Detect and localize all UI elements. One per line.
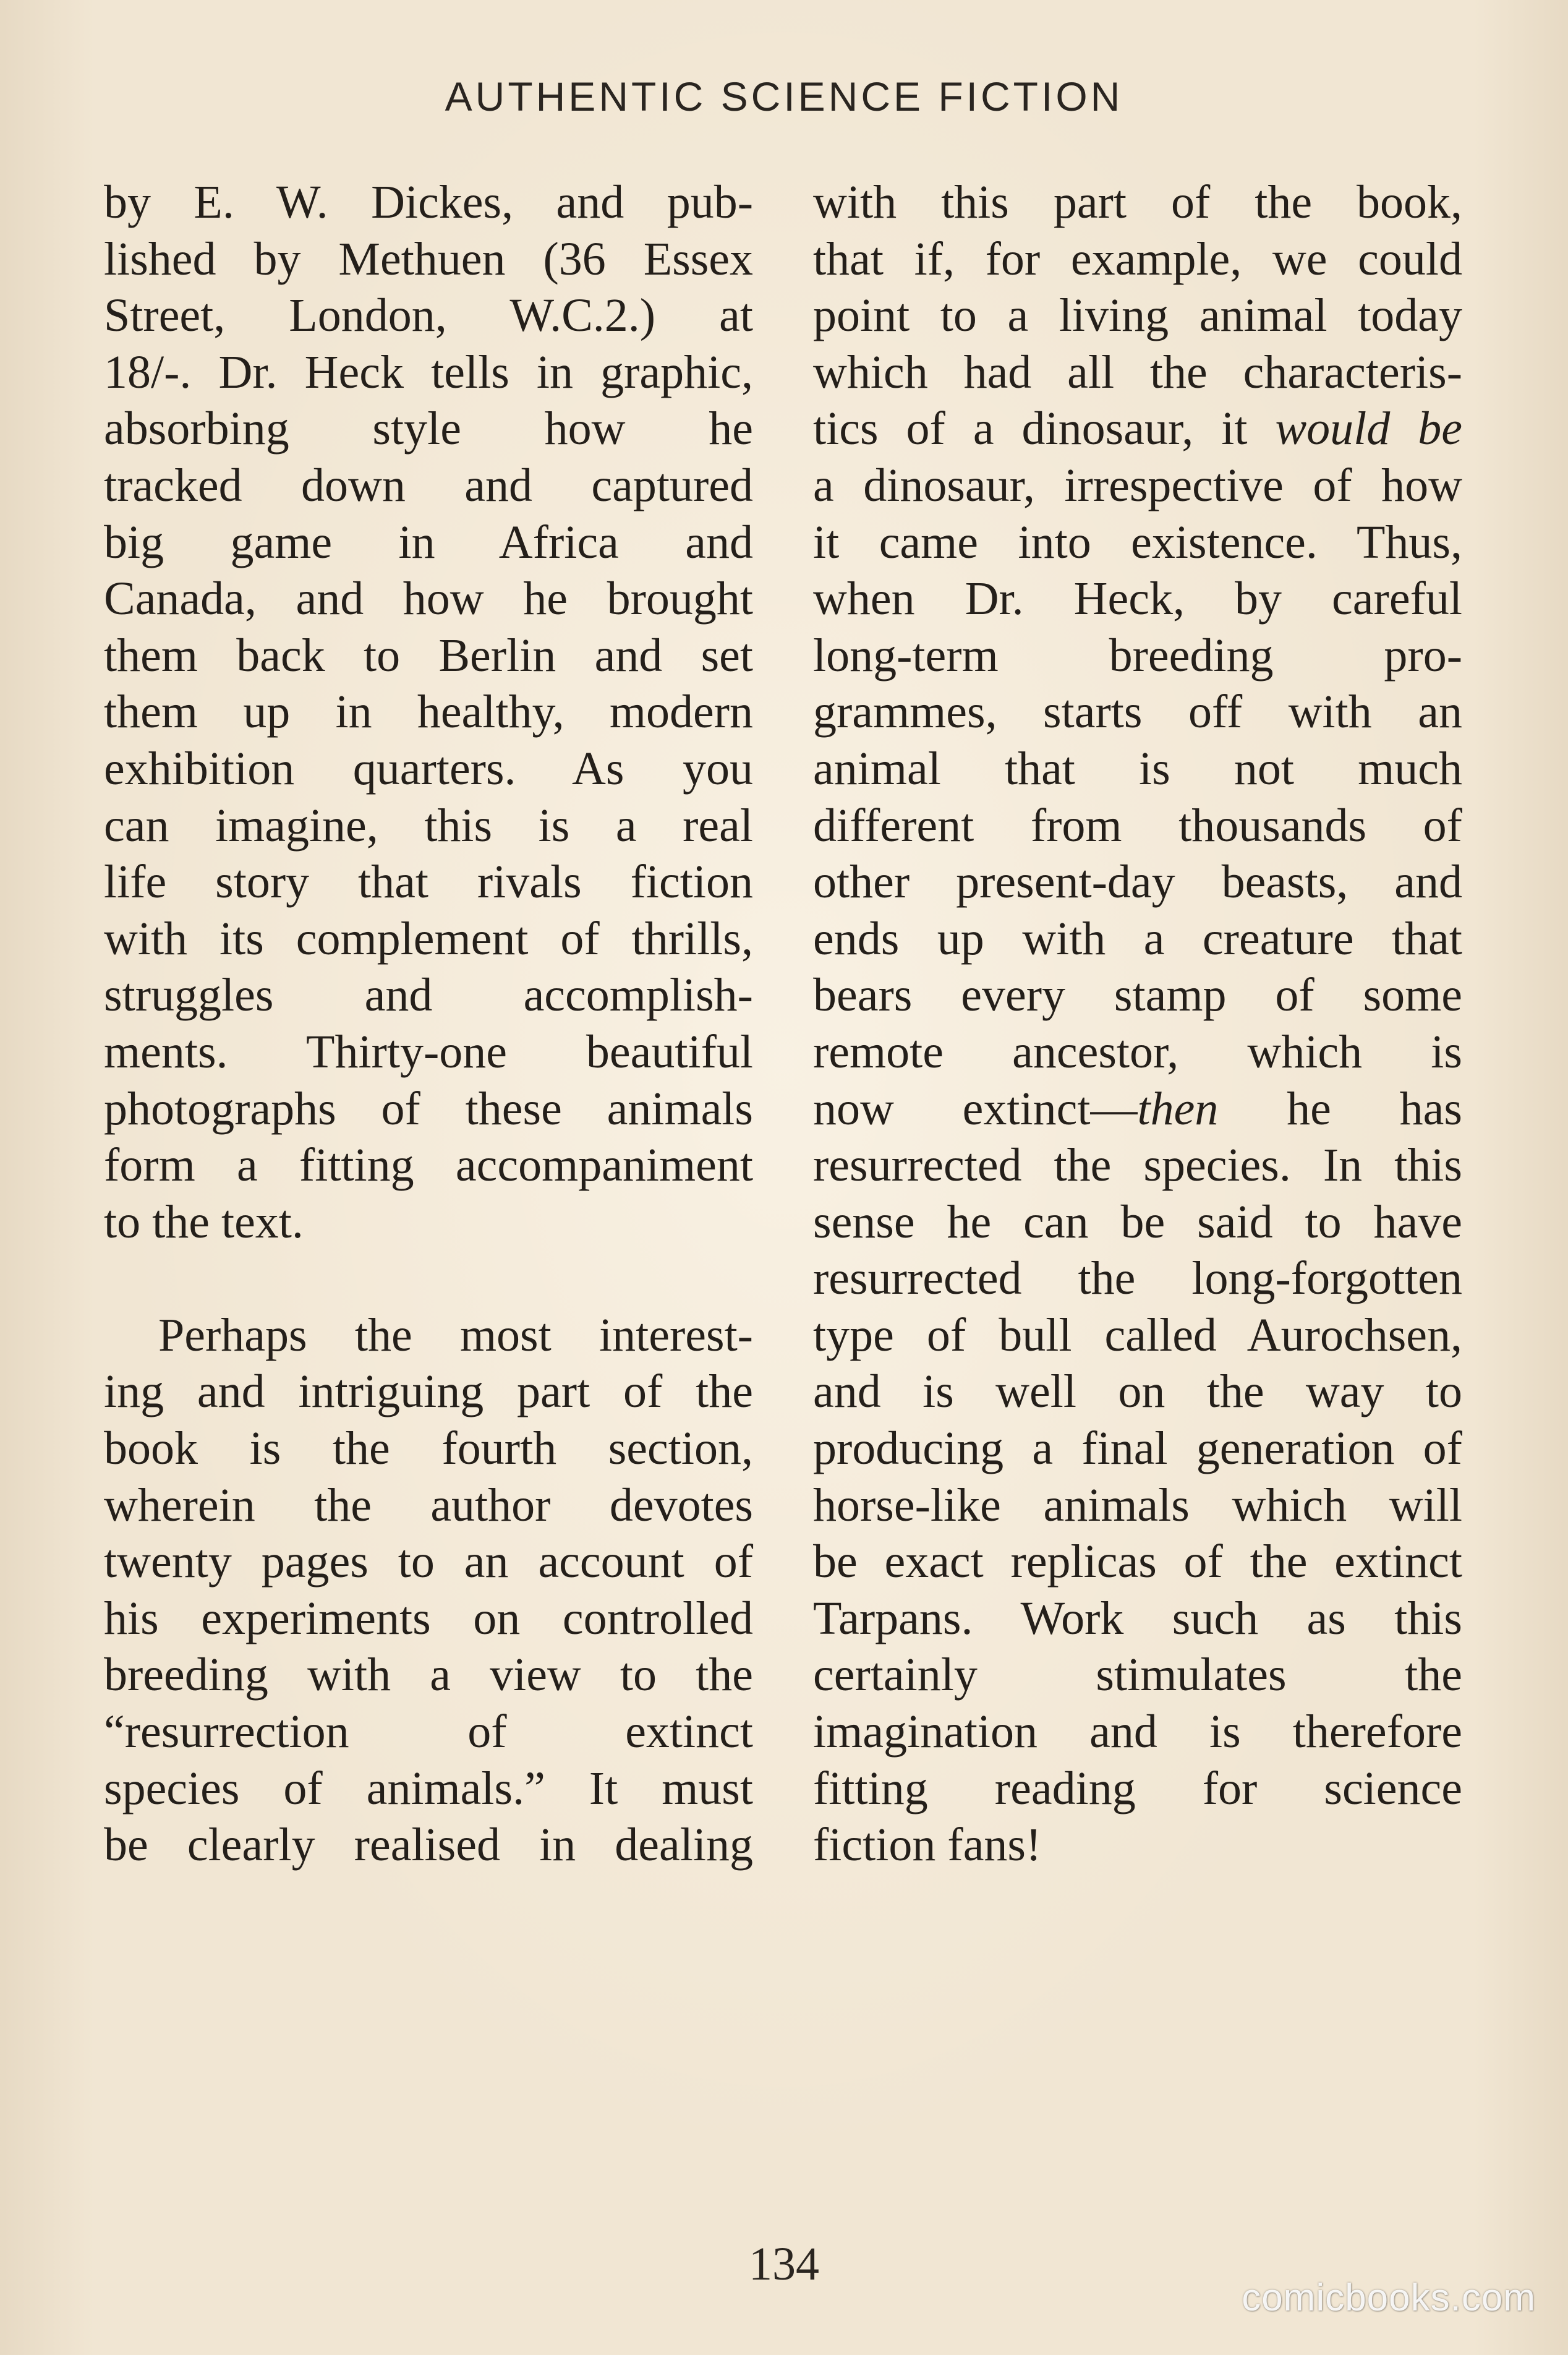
text-line: book is the fourth section, — [104, 1422, 753, 1475]
text-line: absorbing style how he — [104, 403, 753, 455]
paragraph-gap — [104, 1250, 753, 1307]
text-line: fitting reading for science — [813, 1762, 1462, 1814]
text-line: Canada, and how he brought — [104, 573, 753, 625]
text-line: which had all the characteris- — [813, 346, 1462, 398]
text-line: exhibition quarters. As you — [104, 742, 753, 795]
text-line: Street, London, W.C.2.) at — [104, 289, 753, 342]
text-line: bears every stamp of some — [813, 969, 1462, 1022]
text-line: imagination and is therefore — [813, 1706, 1462, 1758]
text-line: ing and intriguing part of the — [104, 1366, 753, 1418]
text-line: when Dr. Heck, by careful — [813, 573, 1462, 625]
text-line: Tarpans. Work such as this — [813, 1592, 1462, 1644]
text-line: point to a living animal today — [813, 289, 1462, 342]
text-line: type of bull called Aurochsen, — [813, 1309, 1462, 1361]
text-line: be exact replicas of the extinct — [813, 1536, 1462, 1588]
text-line: species of animals.” It must — [104, 1762, 753, 1814]
text-line: form a fitting accompaniment — [104, 1139, 753, 1192]
right-column — [813, 174, 1462, 1874]
text-line: a dinosaur, irrespective of how — [813, 459, 1462, 511]
text-line: can imagine, this is a real — [104, 799, 753, 852]
text-line-with-italic — [813, 401, 1462, 458]
text-line: 18/-. Dr. Heck tells in graphic, — [104, 346, 753, 398]
text-line: big game in Africa and — [104, 516, 753, 568]
text-line: breeding with a view to the — [104, 1649, 753, 1701]
text-line: horse-like animals which will — [813, 1479, 1462, 1531]
text-line: be clearly realised in dealing — [104, 1819, 753, 1871]
text-line: with its complement of thrills, — [104, 912, 753, 965]
text-line: fiction fans! — [813, 1819, 1042, 1871]
text-line: with this part of the book, — [813, 176, 1462, 228]
text-line: ends up with a creature that — [813, 912, 1462, 965]
text-line: different from thousands of — [813, 799, 1462, 852]
text-line: grammes, starts off with an — [813, 686, 1462, 738]
text-line: them back to Berlin and set — [104, 629, 753, 682]
text-line: it came into existence. Thus, — [813, 516, 1462, 568]
running-head: AUTHENTIC SCIENCE FICTION — [445, 74, 1123, 119]
left-column — [104, 174, 753, 1874]
text-line: producing a final generation of — [813, 1422, 1462, 1475]
text-line: other present-day beasts, and — [813, 856, 1462, 908]
text-line: resurrected the species. In this — [813, 1139, 1462, 1192]
text-line: life story that rivals fiction — [104, 856, 753, 908]
site-watermark: comicbooks.com — [1242, 2276, 1536, 2319]
text-line: “resurrection of extinct — [104, 1706, 753, 1758]
text-line: by E. W. Dickes, and pub- — [104, 176, 753, 228]
italic-phrase: then — [1137, 1082, 1219, 1135]
text-line: that if, for example, we could — [813, 233, 1462, 285]
text-line: wherein the author devotes — [104, 1479, 753, 1531]
text-line: his experiments on controlled — [104, 1592, 753, 1644]
text-line: photographs of these animals — [104, 1082, 753, 1135]
text-line: animal that is not much — [813, 742, 1462, 795]
text-line: them up in healthy, modern — [104, 686, 753, 738]
text-run: he has — [1218, 1082, 1462, 1135]
text-line: remote ancestor, which is — [813, 1025, 1462, 1078]
text-run: tics of a dinosaur, it — [813, 403, 1248, 455]
text-line: tracked down and captured — [104, 459, 753, 511]
text-line: ments. Thirty-one beautiful — [104, 1025, 753, 1078]
text-line: Perhaps the most interest- — [158, 1309, 753, 1361]
text-run: now extinct— — [813, 1082, 1138, 1135]
text-line: resurrected the long-forgotten — [813, 1252, 1462, 1305]
text-line: lished by Methuen (36 Essex — [104, 233, 753, 285]
text-line: certainly stimulates the — [813, 1649, 1462, 1701]
text-line: long-term breeding pro- — [813, 629, 1462, 682]
italic-phrase: would be — [1275, 403, 1462, 455]
text-line-with-italic — [813, 1081, 1462, 1138]
text-line: to the text. — [104, 1195, 304, 1248]
text-line: and is well on the way to — [813, 1366, 1462, 1418]
text-line: twenty pages to an account of — [104, 1536, 753, 1588]
text-line: sense he can be said to have — [813, 1195, 1462, 1248]
text-line: struggles and accomplish- — [104, 969, 753, 1022]
page-number: 134 — [749, 2238, 819, 2290]
